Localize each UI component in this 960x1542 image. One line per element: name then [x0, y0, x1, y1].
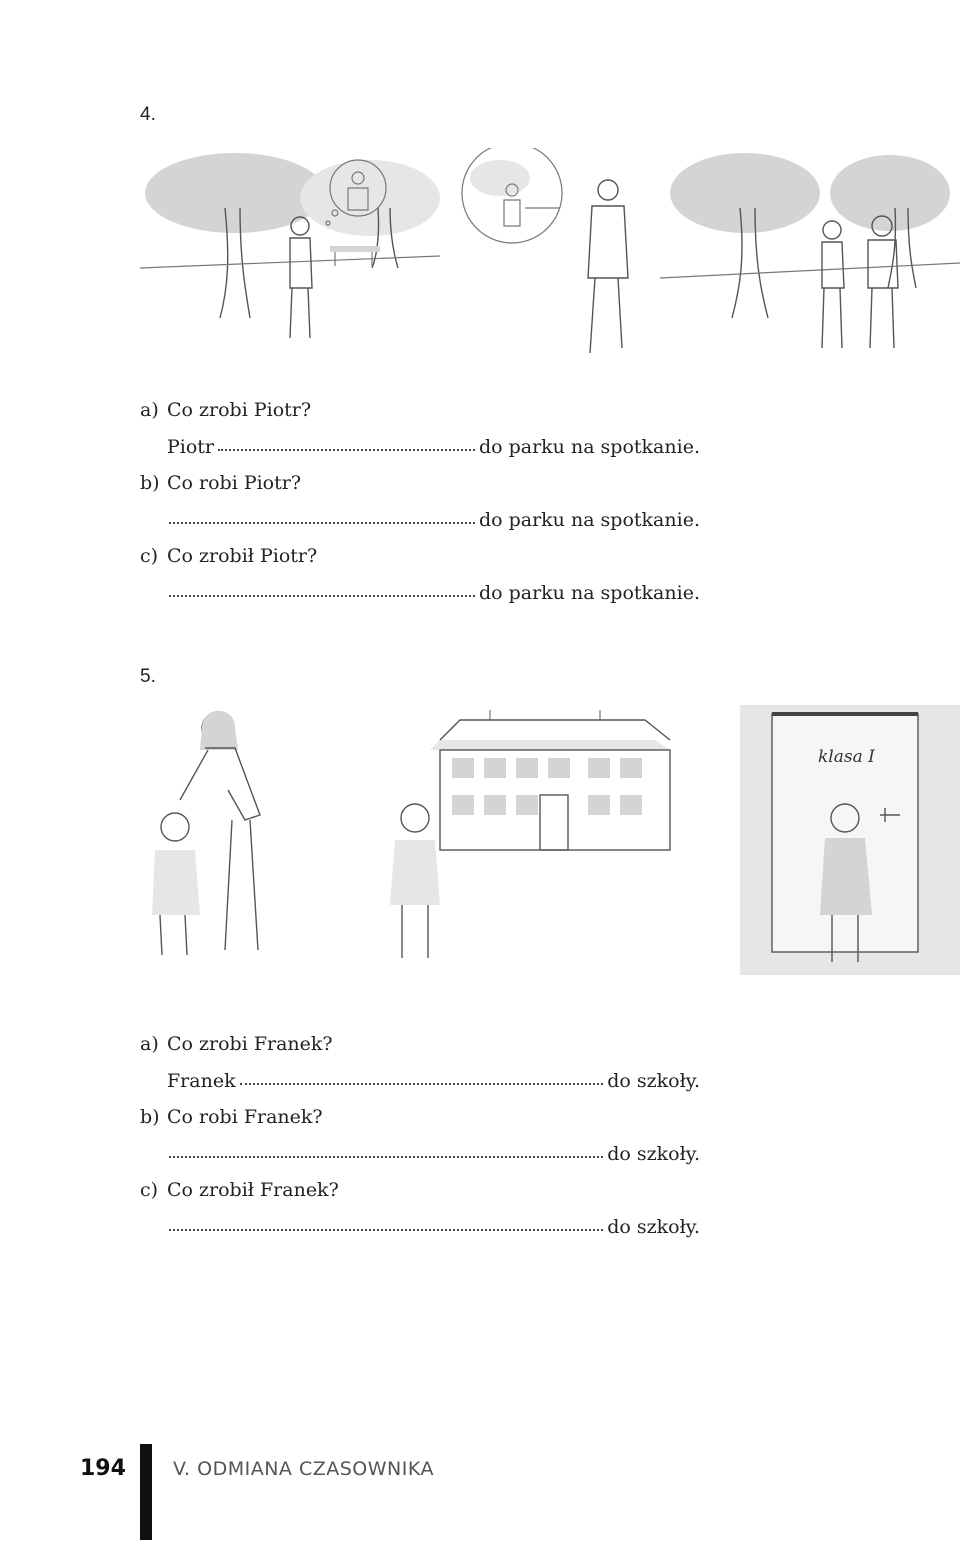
answer-ending: do szkoły.	[607, 1142, 700, 1165]
answer-blank[interactable]	[169, 1228, 603, 1231]
question-row	[140, 1099, 700, 1136]
exercise-5-illustration	[140, 700, 960, 975]
answer-lead: Piotr	[167, 435, 215, 458]
question-text: Co zrobi Piotr?	[167, 399, 312, 421]
question-label: b)	[140, 472, 160, 494]
question-row	[140, 1172, 700, 1209]
answer-blank[interactable]	[169, 1155, 603, 1158]
question-label: b)	[140, 1106, 160, 1128]
panel-classroom-door	[740, 705, 960, 975]
answer-blank[interactable]	[169, 521, 475, 524]
door-sign: klasa I	[818, 747, 875, 767]
question-text: Co robi Franek?	[167, 1106, 323, 1128]
answer-ending: do szkoły.	[607, 1215, 700, 1238]
footer-divider-bar	[140, 1444, 152, 1540]
chapter-title: V. ODMIANA CZASOWNIKA	[173, 1458, 434, 1480]
answer-row	[140, 575, 700, 612]
answer-ending: do szkoły.	[607, 1069, 700, 1092]
panel-woman-waiting	[140, 153, 440, 338]
answer-ending: do parku na spotkanie.	[478, 508, 700, 531]
question-label: c)	[140, 545, 159, 567]
question-row	[140, 465, 700, 502]
question-row	[140, 392, 700, 429]
question-row	[140, 538, 700, 575]
answer-row	[140, 1136, 700, 1173]
question-text: Co zrobił Franek?	[167, 1179, 339, 1201]
answer-ending: do parku na spotkanie.	[478, 581, 700, 604]
exercise-4-illustration	[140, 148, 960, 370]
answer-lead: Franek	[167, 1069, 236, 1092]
page-number: 194	[80, 1456, 126, 1481]
question-text: Co robi Piotr?	[167, 472, 302, 494]
answer-row	[140, 1063, 700, 1100]
answer-row	[140, 429, 700, 466]
question-text: Co zrobi Franek?	[167, 1033, 333, 1055]
question-label: c)	[140, 1179, 159, 1201]
panel-mother-and-boy	[152, 711, 260, 955]
question-label: a)	[140, 399, 159, 421]
question-row	[140, 1026, 700, 1063]
exercise-4-questions	[140, 392, 700, 611]
exercise-4-number: 4.	[140, 104, 156, 125]
answer-row	[140, 1209, 700, 1246]
exercise-5-number: 5.	[140, 666, 156, 687]
panel-piotr-walking	[462, 148, 628, 353]
question-label: a)	[140, 1033, 159, 1055]
exercise-5-questions	[140, 1026, 700, 1245]
answer-row	[140, 502, 700, 539]
panel-couple-meeting	[660, 153, 960, 348]
answer-blank[interactable]	[169, 594, 475, 597]
question-text: Co zrobił Piotr?	[167, 545, 318, 567]
answer-ending: do parku na spotkanie.	[478, 435, 700, 458]
answer-blank[interactable]	[240, 1082, 604, 1085]
panel-school-building	[390, 710, 670, 958]
answer-blank[interactable]	[218, 448, 475, 451]
